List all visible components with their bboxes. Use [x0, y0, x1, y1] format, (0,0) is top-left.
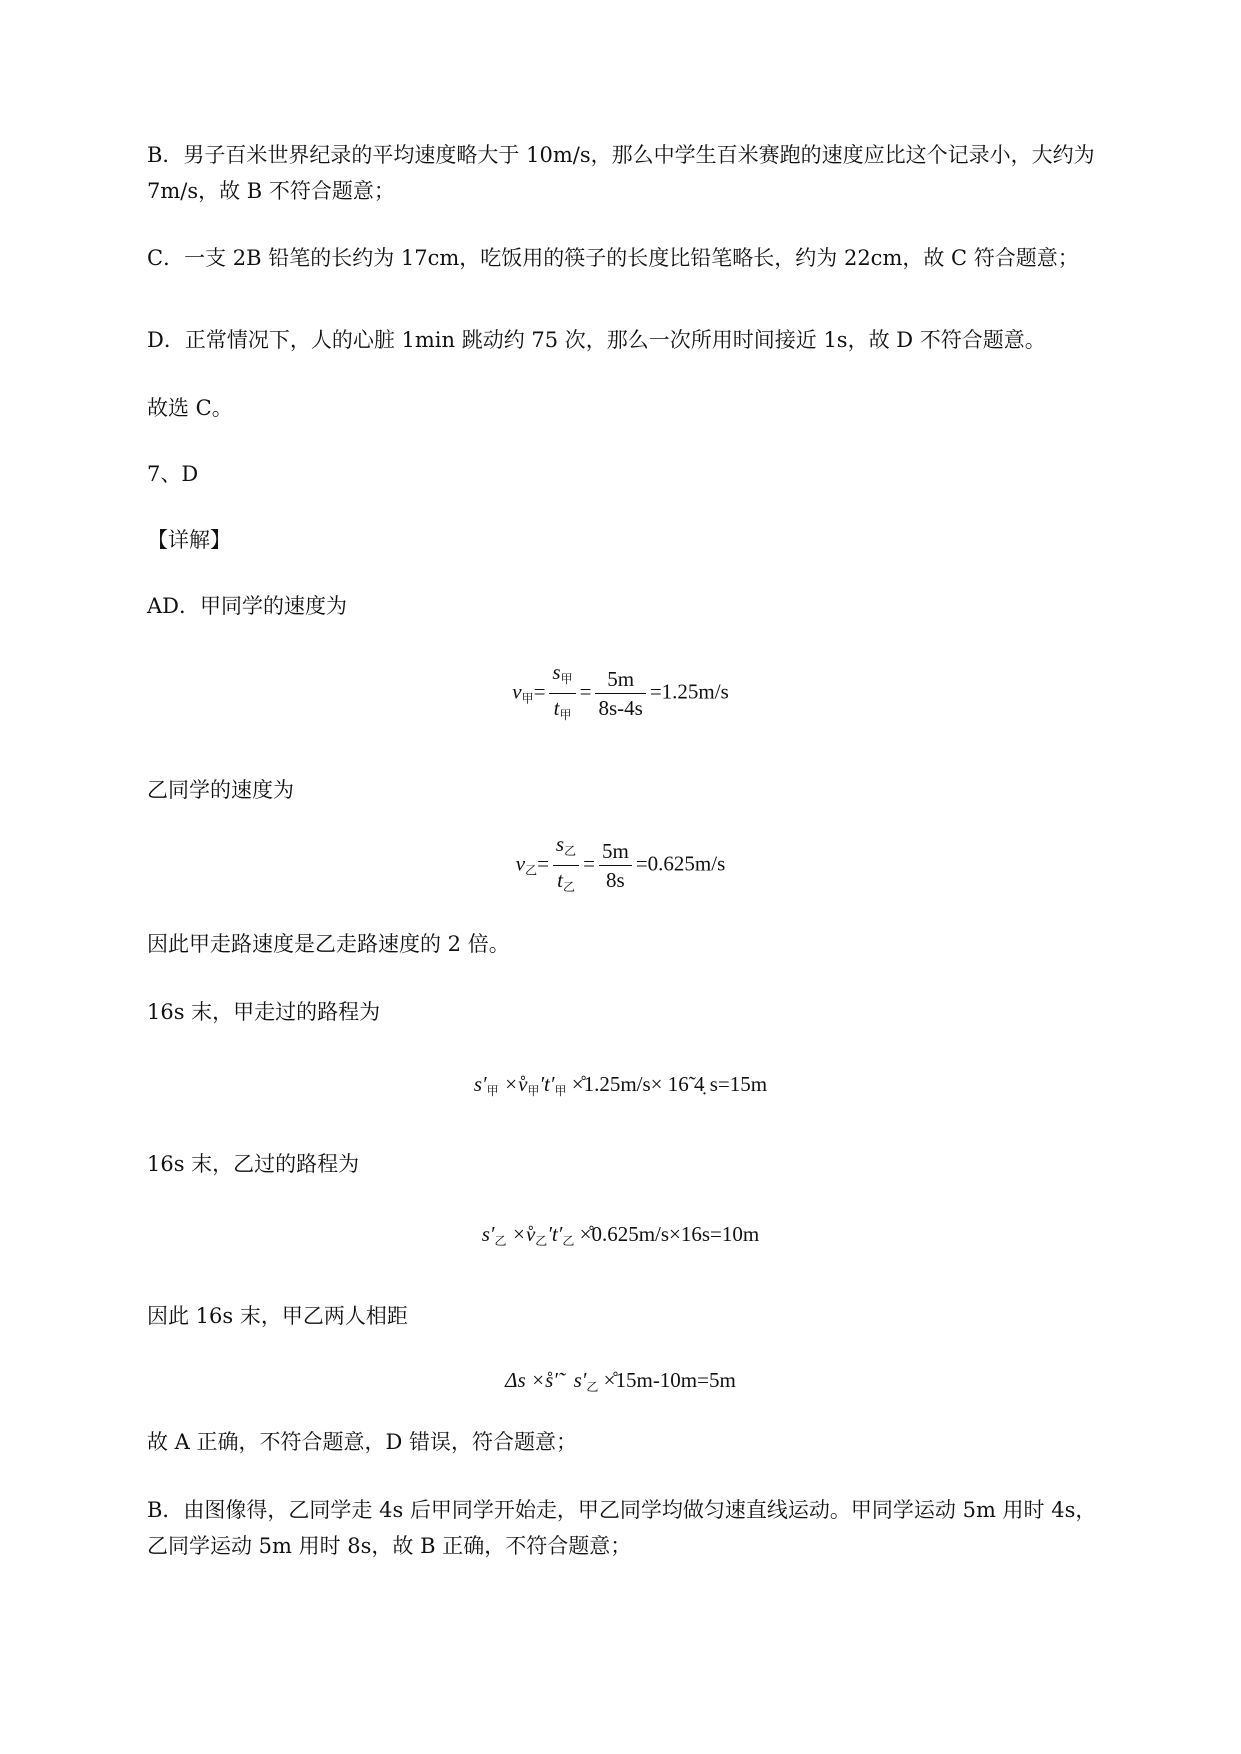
- equation-jia-speed: $v_甲=$ $\frac{s_甲}{t_甲}$ = $\frac{5m}{8s-4s}$ =1.25m/s: [512, 660, 729, 722]
- option-c: C．一支 2B 铅笔的长约为 17cm，吃饭用的筷子的长度比铅笔略长，约为 22cm，故 C 符合题意；: [147, 246, 1079, 270]
- distance-16s-intro: 因此 16s 末，甲乙两人相距: [147, 1304, 408, 1328]
- jia-16s-intro: 16s 末，甲走过的路程为: [147, 1000, 381, 1024]
- equation-yi-speed: $v_乙=$ $\frac{s_乙}{t_乙}$ = $\frac{5m}{8s}$ =0.625m/s: [515, 832, 726, 894]
- yi-speed-intro: 乙同学的速度为: [147, 778, 294, 802]
- equation-jia-distance: $s'_甲$ $\times̊v_甲't'_甲$ ×̊1.25m/s× 16̃ 4̣ s=15m: [473, 1072, 768, 1098]
- option-b-line1: B．男子百米世界纪录的平均速度略大于 10m/s，那么中学生百米赛跑的速度应比这个记录小，大约为: [147, 143, 1095, 167]
- option-d: D．正常情况下，人的心脏 1min 跳动约 75 次，那么一次所用时间接近 1s，故 D 不符合题意。: [147, 328, 1046, 352]
- answer-choice: 故选 C。: [147, 396, 233, 420]
- option-b2-line1: B．由图像得，乙同学走 4s 后甲同学开始走，甲乙同学均做匀速直线运动。甲同学运动 5m 用时 4s，: [147, 1498, 1097, 1522]
- speed-ratio: 因此甲走路速度是乙走路速度的 2 倍。: [147, 932, 510, 956]
- yi-16s-intro: 16s 末，乙过的路程为: [147, 1152, 360, 1176]
- equation-distance-apart: Δs ×̊s′̃ $s'_乙$ ×̊15m-10m=5m: [505, 1368, 736, 1394]
- option-b2-line2: 乙同学运动 5m 用时 8s，故 B 正确，不符合题意；: [147, 1534, 632, 1558]
- ad-intro: AD．甲同学的速度为: [147, 594, 348, 618]
- option-b-line2: 7m/s，故 B 不符合题意；: [147, 179, 395, 203]
- detail-heading: 【详解】: [147, 528, 231, 552]
- a-conclusion: 故 A 正确，不符合题意，D 错误，符合题意；: [147, 1430, 578, 1454]
- question-7-answer: 7、D: [147, 462, 199, 486]
- equation-yi-distance: $s'_乙$ $\times̊v_乙't'_乙$ ×̊0.625m/s×16s=10m: [481, 1222, 760, 1248]
